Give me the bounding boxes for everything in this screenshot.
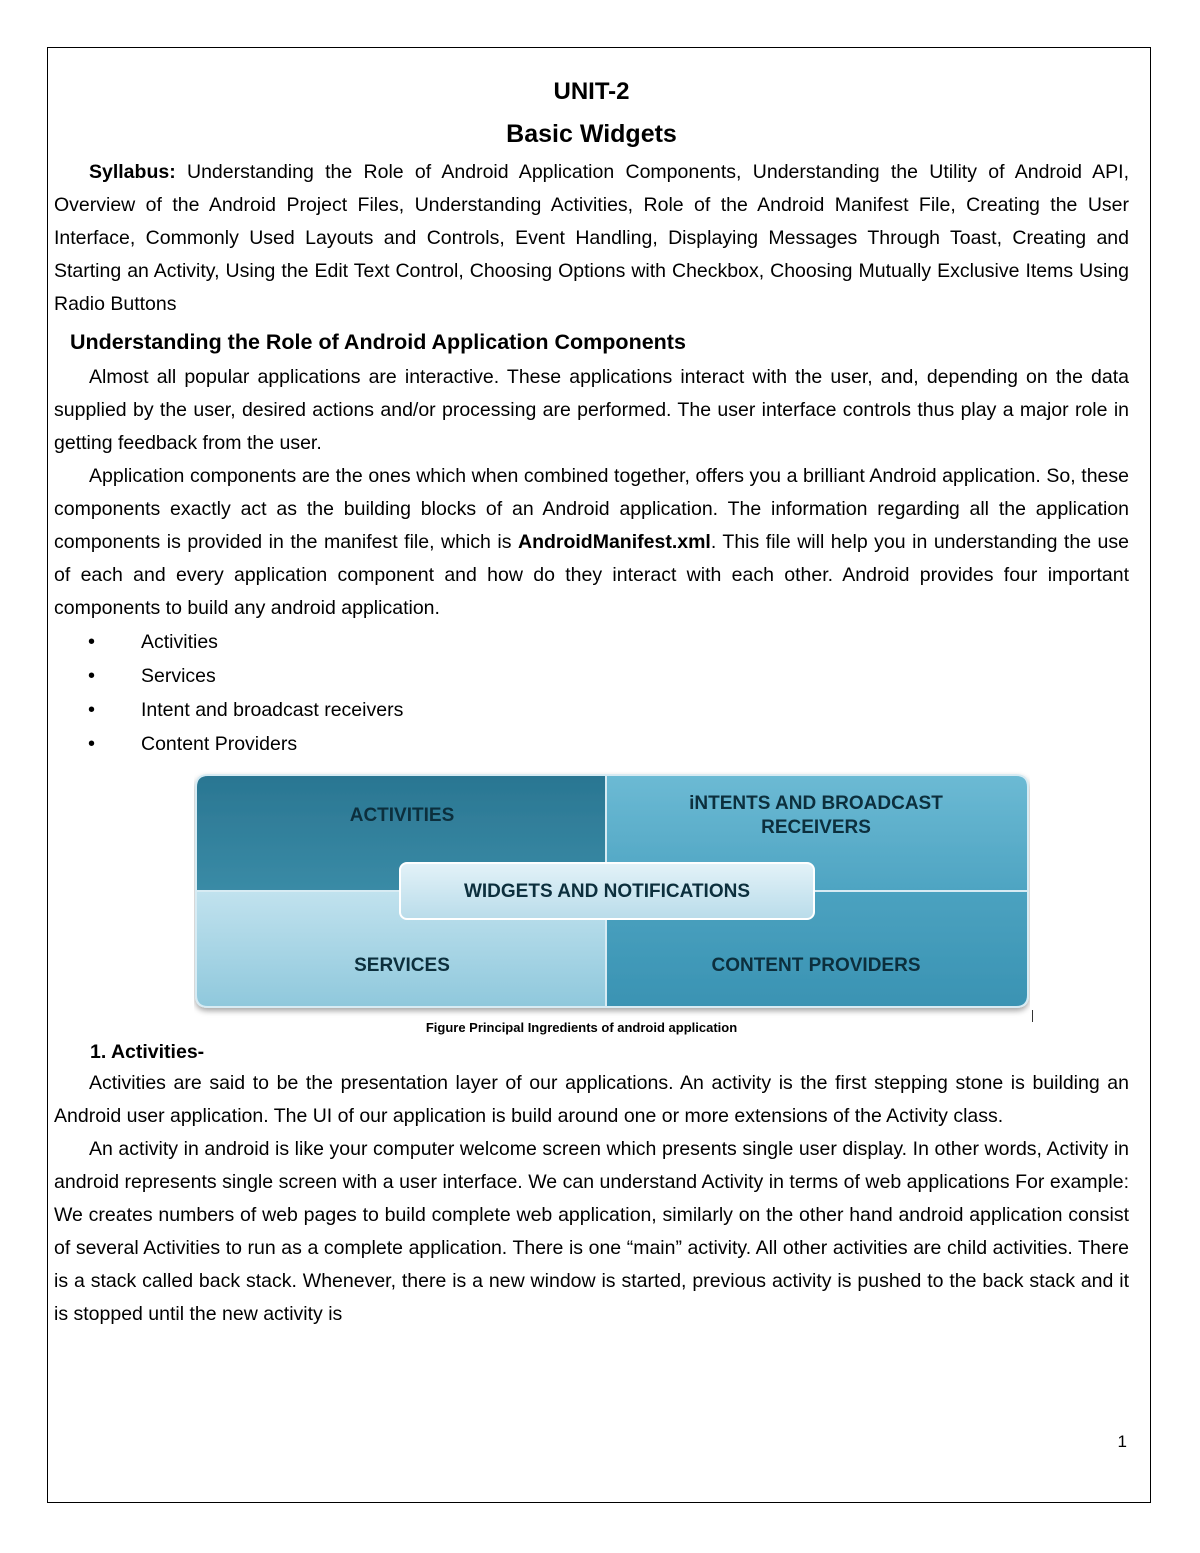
activities-label: ACTIVITIES <box>349 805 455 826</box>
syllabus-label: Syllabus: <box>89 161 176 183</box>
document-body <box>54 72 1129 1331</box>
intents-label-line2: RECEIVERS <box>761 817 871 838</box>
components-paragraph-2 <box>54 460 1129 625</box>
section-heading-components: Understanding the Role of Android Application Components <box>70 330 686 354</box>
list-item: • Services <box>54 659 1129 693</box>
components-paragraph-1: Almost all popular applications are interactive. These applications interact with the user, and, depending on the data supplied by the user, desired actions and/or processing are performed. The user interface controls thus play a major role in getting feedback from the user. <box>54 366 1129 454</box>
services-label: SERVICES <box>354 955 450 976</box>
components-diagram <box>194 771 1030 1019</box>
document-title: Basic Widgets <box>506 120 677 148</box>
components-diagram-svg <box>194 771 1030 1019</box>
para2-text-start: Application components are the ones which when combined together, offers you a brilliant Android application. So, these components exactly act as the building blocks of an Android application. The information regarding all the application components is provided in the manifest file, which is <box>54 465 1129 553</box>
activities-paragraph-1: Activities are said to be the presentation layer of our applications. An activity is the first stepping stone is building an Android user application. The UI of our application is build around one or more extensions of the Activity class. <box>54 1072 1129 1127</box>
manifest-filename: AndroidManifest.xml <box>517 531 711 553</box>
list-item: • Activities <box>54 625 1129 659</box>
syllabus-paragraph <box>54 156 1129 321</box>
syllabus-text: Understanding the Role of Android Application Components, Understanding the Utility of Android API, Overview of the Android Project Files, Understanding Activities, Role of the Android Manifest File, Creating the User Interface, Commonly Used Layouts and Controls, Event Handling, Displaying Messages Through Toast, Creating and Starting an Activity, Using the Edit Text Control, Choosing Options with Checkbox, Choosing Mutually Exclusive Items Using Radio Buttons <box>54 161 1129 315</box>
activities-paragraph-2: An activity in android is like your computer welcome screen which presents single user display. In other words, Activity in android represents single screen with a user interface. We can understand Activity in terms of web applications For example: We creates numbers of web pages to build complete web application, similarly on the other hand android application consist of several Activities to run as a complete application. There is one “main” activity. All other activities are child activities. There is a stack called back stack. Whenever, there is a new window is started, previous activity is pushed to the back stack and it is stopped until the new activity is <box>54 1138 1129 1325</box>
figure-caption: Figure Principal Ingredients of android application <box>425 1020 738 1035</box>
list-item: • Content Providers <box>54 727 1129 761</box>
page-number: 1 <box>1117 1432 1127 1451</box>
intents-label-line1: iNTENTS AND BROADCAST <box>689 793 943 814</box>
para2-text-end: . This file will help you in understanding the use of each and every application component and how do they interact with each other. Android provides four important components to build any android application. <box>54 531 1129 619</box>
widgets-label: WIDGETS AND NOTIFICATIONS <box>463 881 751 902</box>
activities-heading: 1. Activities- <box>90 1041 205 1063</box>
providers-label: CONTENT PROVIDERS <box>711 955 921 976</box>
list-item: • Intent and broadcast receivers <box>54 693 1129 727</box>
components-list <box>54 625 1129 761</box>
unit-title: UNIT-2 <box>553 78 630 105</box>
text-cursor-mark <box>1032 1010 1033 1022</box>
